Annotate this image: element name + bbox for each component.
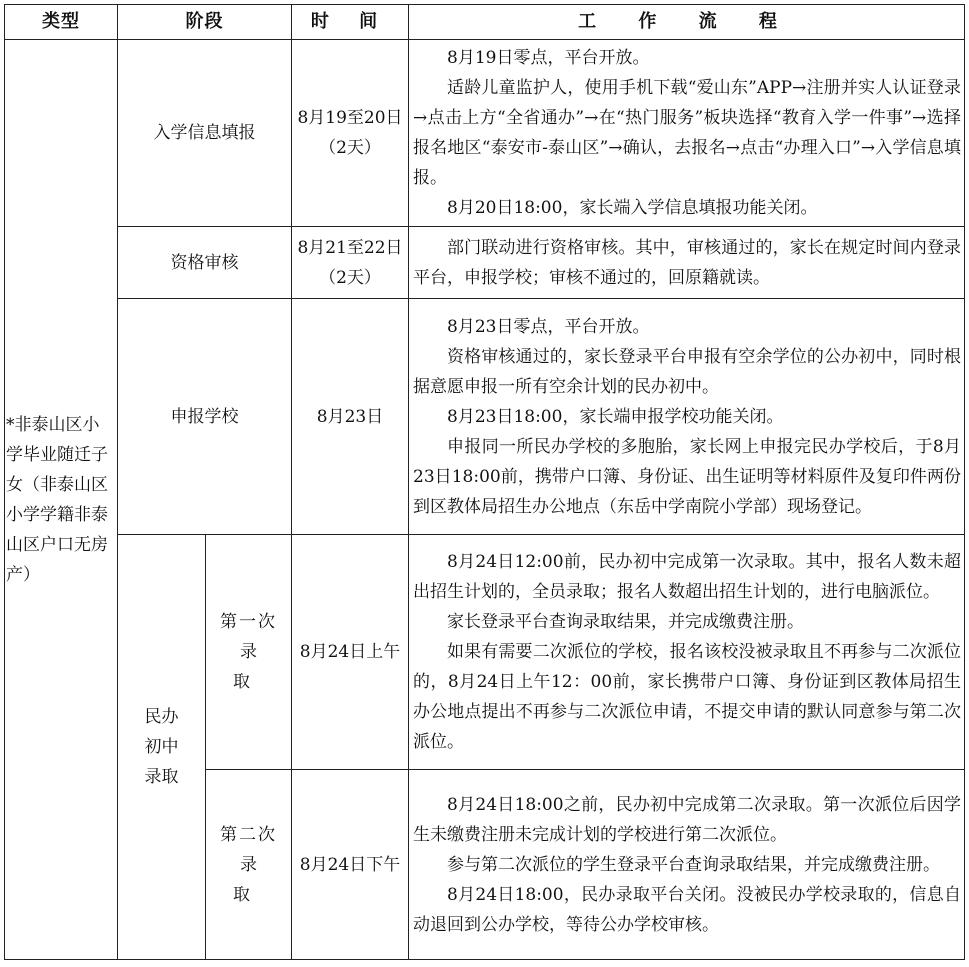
type-cell <box>5 40 118 960</box>
workflow-paragraph: 家长登录平台查询录取结果，并完成缴费注册。 <box>447 612 804 632</box>
time-cell: 8月24日上午 <box>292 535 409 770</box>
workflow-cell <box>409 40 965 227</box>
header-row <box>5 5 965 40</box>
stage-cell: 入学信息填报 <box>118 40 292 227</box>
table-row <box>5 299 965 535</box>
header-workflow: 工 作 流 程 <box>409 5 965 40</box>
workflow-cell <box>409 770 965 960</box>
workflow-paragraph: 参与第二次派位的学生登录平台查询录取结果，并完成缴费注册。 <box>447 854 940 875</box>
workflow-cell <box>409 299 965 535</box>
private-label-part: 初中 <box>144 737 179 757</box>
round-name-cell <box>206 770 292 960</box>
table-row <box>5 535 965 770</box>
time-range: 8月21至22日 <box>297 237 403 258</box>
round-name-suffix: 录 取 <box>233 642 271 692</box>
time-duration: （2天） <box>319 267 381 288</box>
round-name: 第二次 <box>220 824 277 845</box>
header-time: 时 间 <box>292 5 409 40</box>
time-range: 8月19至20日 <box>297 108 403 128</box>
private-label-part: 民办 <box>144 707 179 727</box>
time-cell <box>292 40 409 227</box>
stage-cell: 申报学校 <box>118 299 292 535</box>
table-row <box>5 40 965 227</box>
workflow-cell <box>409 535 965 770</box>
workflow-paragraph: 8月24日12:00前，民办初中完成第一次录取。其中，报名人数未超出招生计划的，全员录取；报名人数超出招生计划的，进行电脑派位。 <box>413 552 961 602</box>
private-label-part: 录取 <box>144 767 179 787</box>
workflow-paragraph: 8月23日18:00，家长端申报学校功能关闭。 <box>447 406 784 427</box>
header-type: 类型 <box>5 5 118 40</box>
round-name-cell <box>206 535 292 770</box>
round-name-suffix: 录 取 <box>233 854 271 905</box>
time-range: 8月23日 <box>316 406 384 427</box>
workflow-paragraph: 如果有需要二次派位的学校，报名该校没被录取且不再参与二次派位的，8月24日上午12：00前，家长携带户口簿、身份证到区教体局招生办公地点提出不再参与二次派位申请，不提交申请的默认同意参与第二次派位。 <box>413 642 961 752</box>
workflow-paragraph: 资格审核通过的，家长登录平台申报有空余学位的公办初中，同时根据意愿申报一所有空余计划的民办初中。 <box>413 346 961 397</box>
header-stage: 阶段 <box>118 5 292 40</box>
workflow-paragraph: 8月20日18:00，家长端入学信息填报功能关闭。 <box>447 198 818 218</box>
workflow-paragraph: 8月23日零点，平台开放。 <box>447 316 650 337</box>
time-duration: （2天） <box>319 138 381 158</box>
time-cell <box>292 299 409 535</box>
time-cell: 8月24日下午 <box>292 770 409 960</box>
workflow-paragraph: 适龄儿童监护人，使用手机下载“爱山东”APP→注册并实人认证登录→点击上方“全省通办”→在“热门服务”板块选择“教育入学一件事”→选择报名地区“泰安市-泰山区”→确认，去报名→点击“办理入口”→入学信息填报。 <box>413 78 961 188</box>
stage-cell: 资格审核 <box>118 227 292 299</box>
private-admission-group <box>118 535 206 960</box>
enrollment-schedule-table <box>4 4 965 960</box>
workflow-paragraph: 8月19日零点，平台开放。 <box>447 48 650 68</box>
workflow-paragraph: 申报同一所民办学校的多胞胎，家长网上申报完民办学校后，于8月23日18:00前，携带户口簿、身份证、出生证明等材料原件及复印件两份到区教体局招生办公地点（东岳中学南院小学部）现场登记。 <box>413 436 961 517</box>
table-row <box>5 227 965 299</box>
workflow-cell <box>409 227 965 299</box>
round-name: 第一次 <box>220 612 277 632</box>
workflow-paragraph: 8月24日18:00，民办录取平台关闭。没被民办学校录取的，信息自动退回到公办学校，等待公办学校审核。 <box>413 884 961 935</box>
workflow-paragraph: 部门联动进行资格审核。其中，审核通过的，家长在规定时间内登录平台，申报学校；审核不通过的，回原籍就读。 <box>413 237 961 288</box>
time-cell <box>292 227 409 299</box>
workflow-paragraph: 8月24日18:00之前，民办初中完成第二次录取。第一次派位后因学生未缴费注册未完成计划的学校进行第二次派位。 <box>413 794 961 845</box>
type-label: *非泰山区小学毕业随迁子女（非泰山区小学学籍非泰山区户口无房产） <box>6 414 108 585</box>
